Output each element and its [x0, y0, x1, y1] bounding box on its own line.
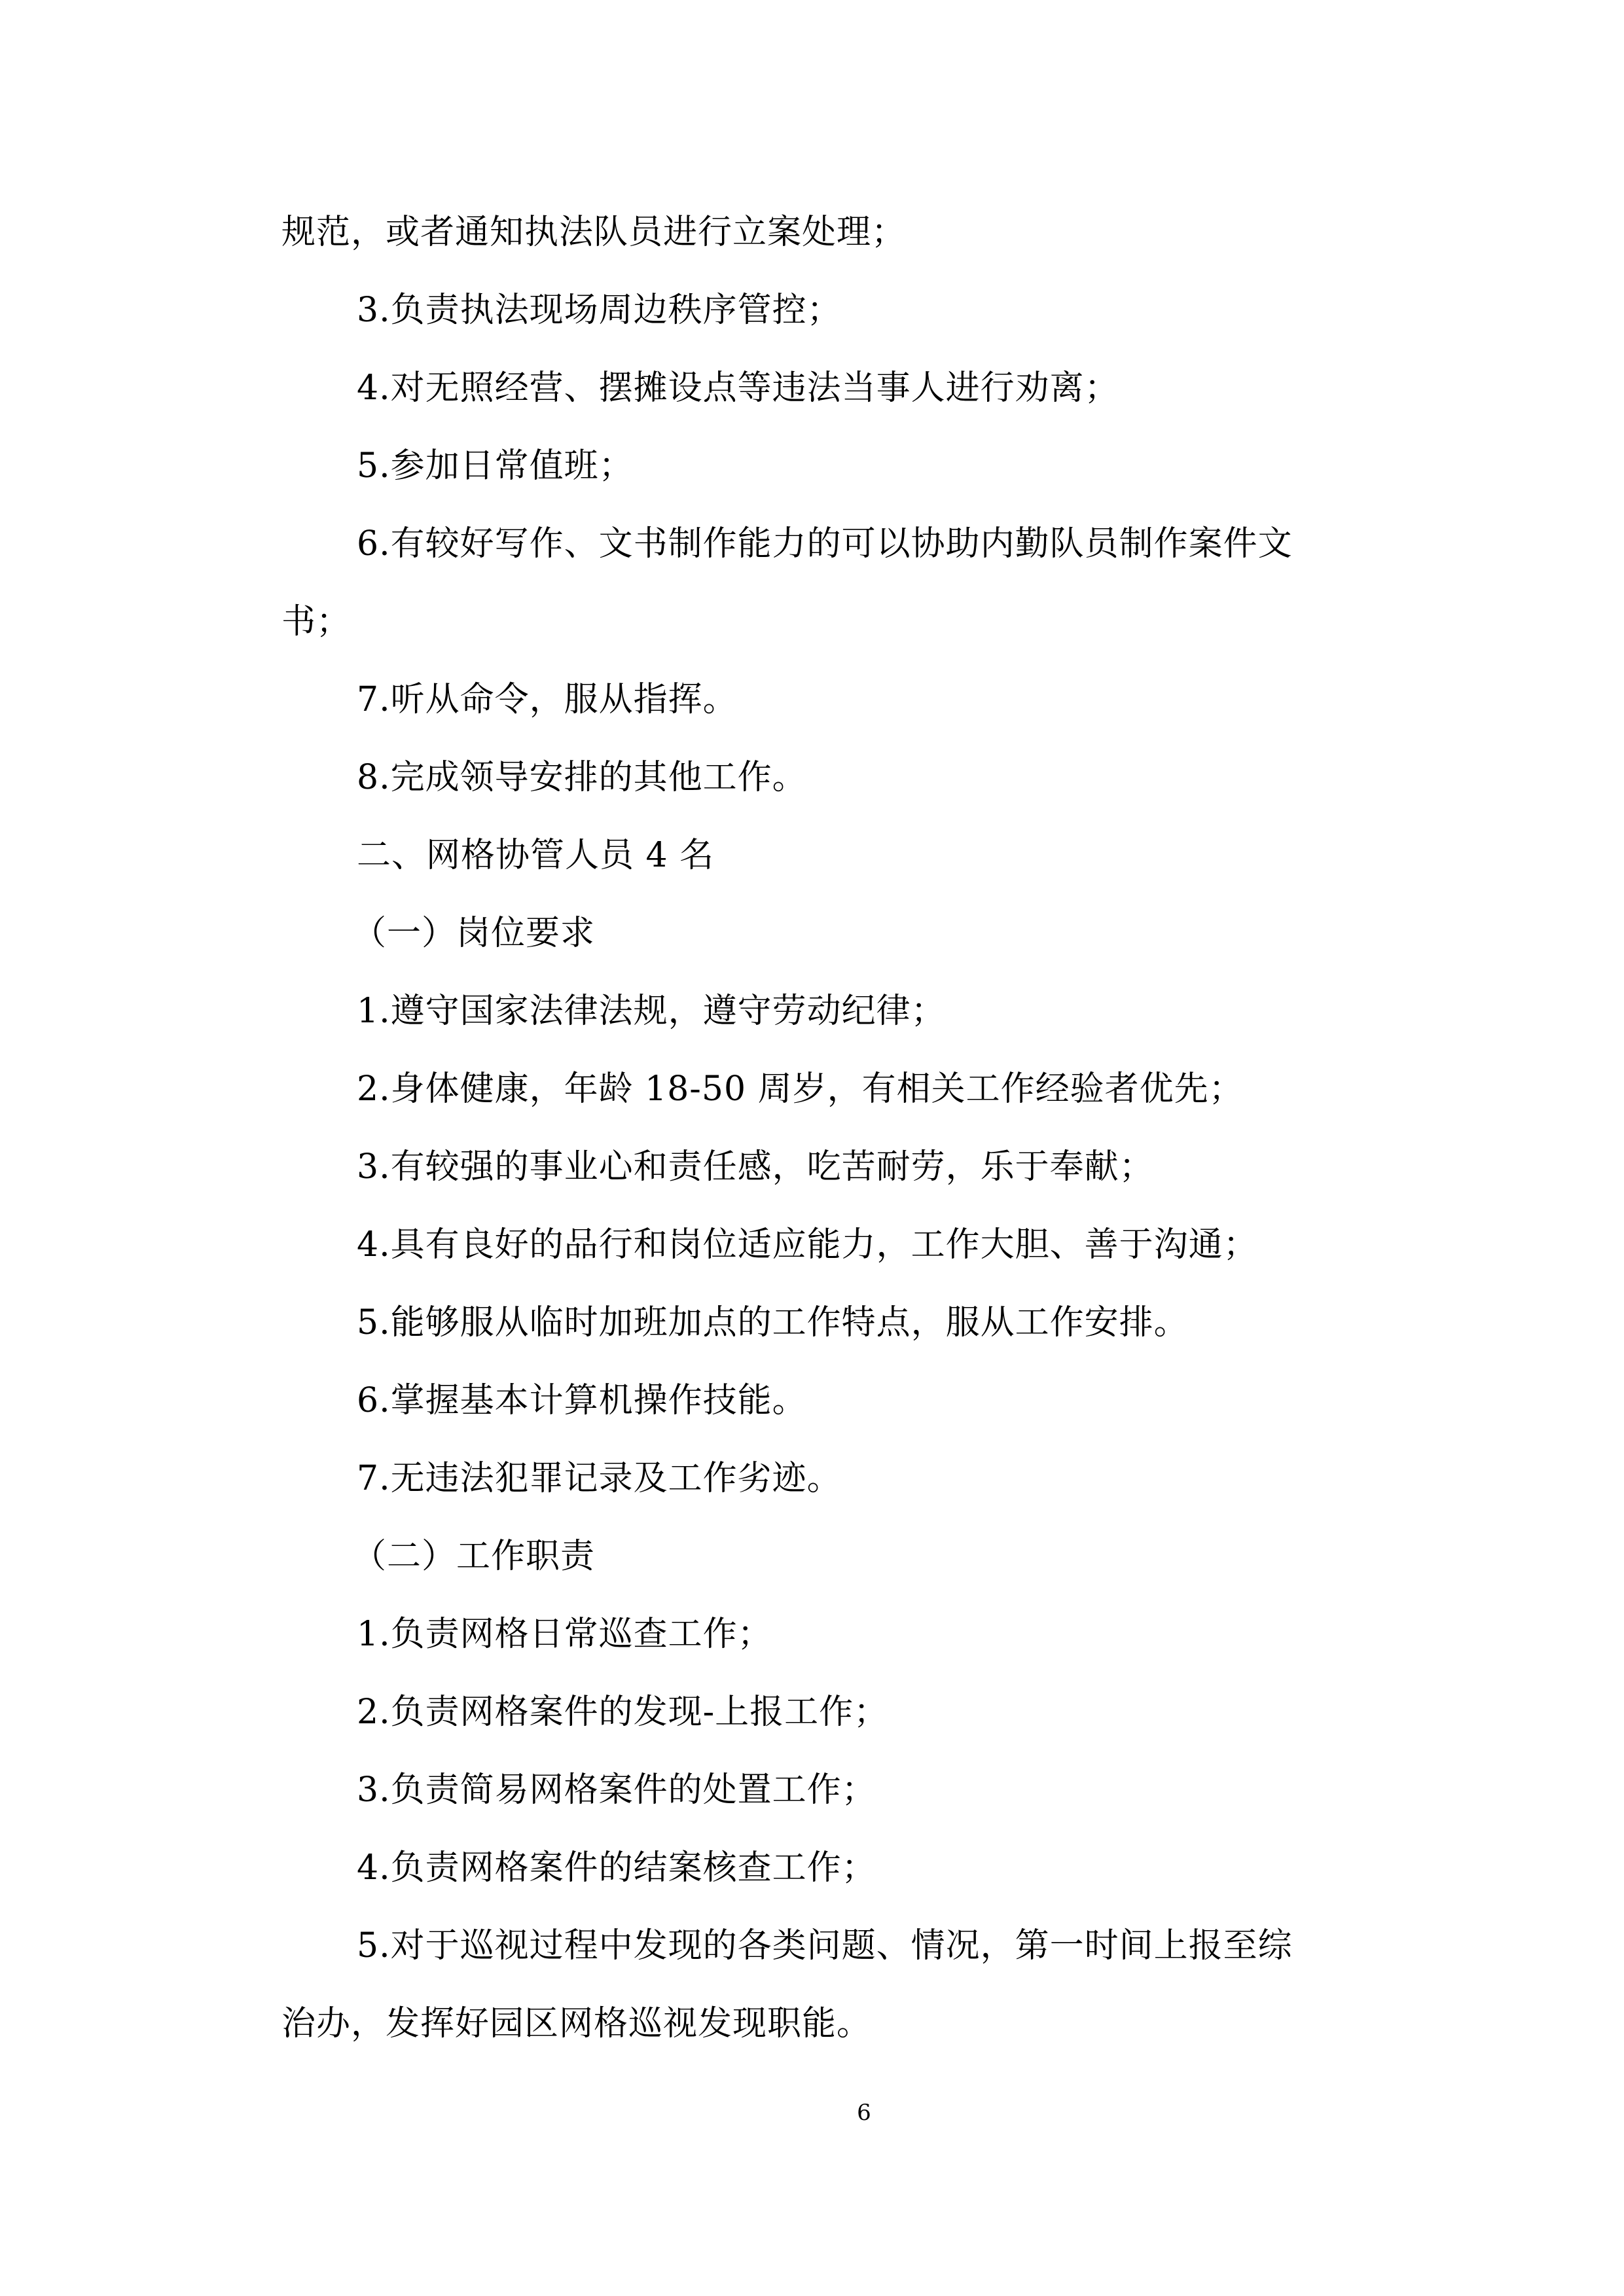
text-line: 5.对于巡视过程中发现的各类问题、情况，第一时间上报至综: [357, 1926, 1293, 1965]
text-line: 6.掌握基本计算机操作技能。: [357, 1381, 807, 1420]
text-line: 8.完成领导安排的其他工作。: [357, 758, 807, 797]
text-line: 4.负责网格案件的结案核查工作；: [357, 1848, 876, 1888]
text-line: 2.身体健康，年龄 18-50 周岁，有相关工作经验者优先；: [357, 1069, 1244, 1109]
text-line: 7.听从命令，服从指挥。: [357, 680, 738, 719]
text-line: 5.参加日常值班；: [357, 446, 634, 486]
text-line: 规范，或者通知执法队员进行立案处理；: [281, 213, 907, 252]
page-number: 6: [857, 2100, 871, 2126]
text-line: 书；: [281, 602, 352, 641]
text-line: 5.能够服从临时加班加点的工作特点，服从工作安排。: [357, 1303, 1189, 1342]
text-line: 7.无违法犯罪记录及工作劣迹。: [357, 1459, 842, 1498]
text-line: 3.有较强的事业心和责任感，吃苦耐劳，乐于奉献；: [357, 1147, 1154, 1187]
text-line: 3.负责简易网格案件的处置工作；: [357, 1770, 876, 1810]
text-line: 6.有较好写作、文书制作能力的可以协助内勤队员制作案件文: [357, 524, 1293, 564]
section-heading: 二、网格协管人员 4 名: [357, 836, 715, 875]
text-line: 治办，发挥好园区网格巡视发现职能。: [281, 2004, 872, 2043]
subsection-heading: （一）岗位要求: [352, 914, 596, 953]
text-line: 4.具有良好的品行和岗位适应能力，工作大胆、善于沟通；: [357, 1225, 1258, 1265]
text-line: 1.遵守国家法律法规，遵守劳动纪律；: [357, 992, 946, 1031]
text-line: 2.负责网格案件的发现-上报工作；: [357, 1693, 889, 1732]
text-line: 3.负责执法现场周边秩序管控；: [357, 291, 842, 330]
text-line: 4.对无照经营、摆摊设点等违法当事人进行劝离；: [357, 368, 1119, 408]
subsection-heading: （二）工作职责: [352, 1537, 596, 1576]
text-line: 1.负责网格日常巡查工作；: [357, 1615, 772, 1654]
